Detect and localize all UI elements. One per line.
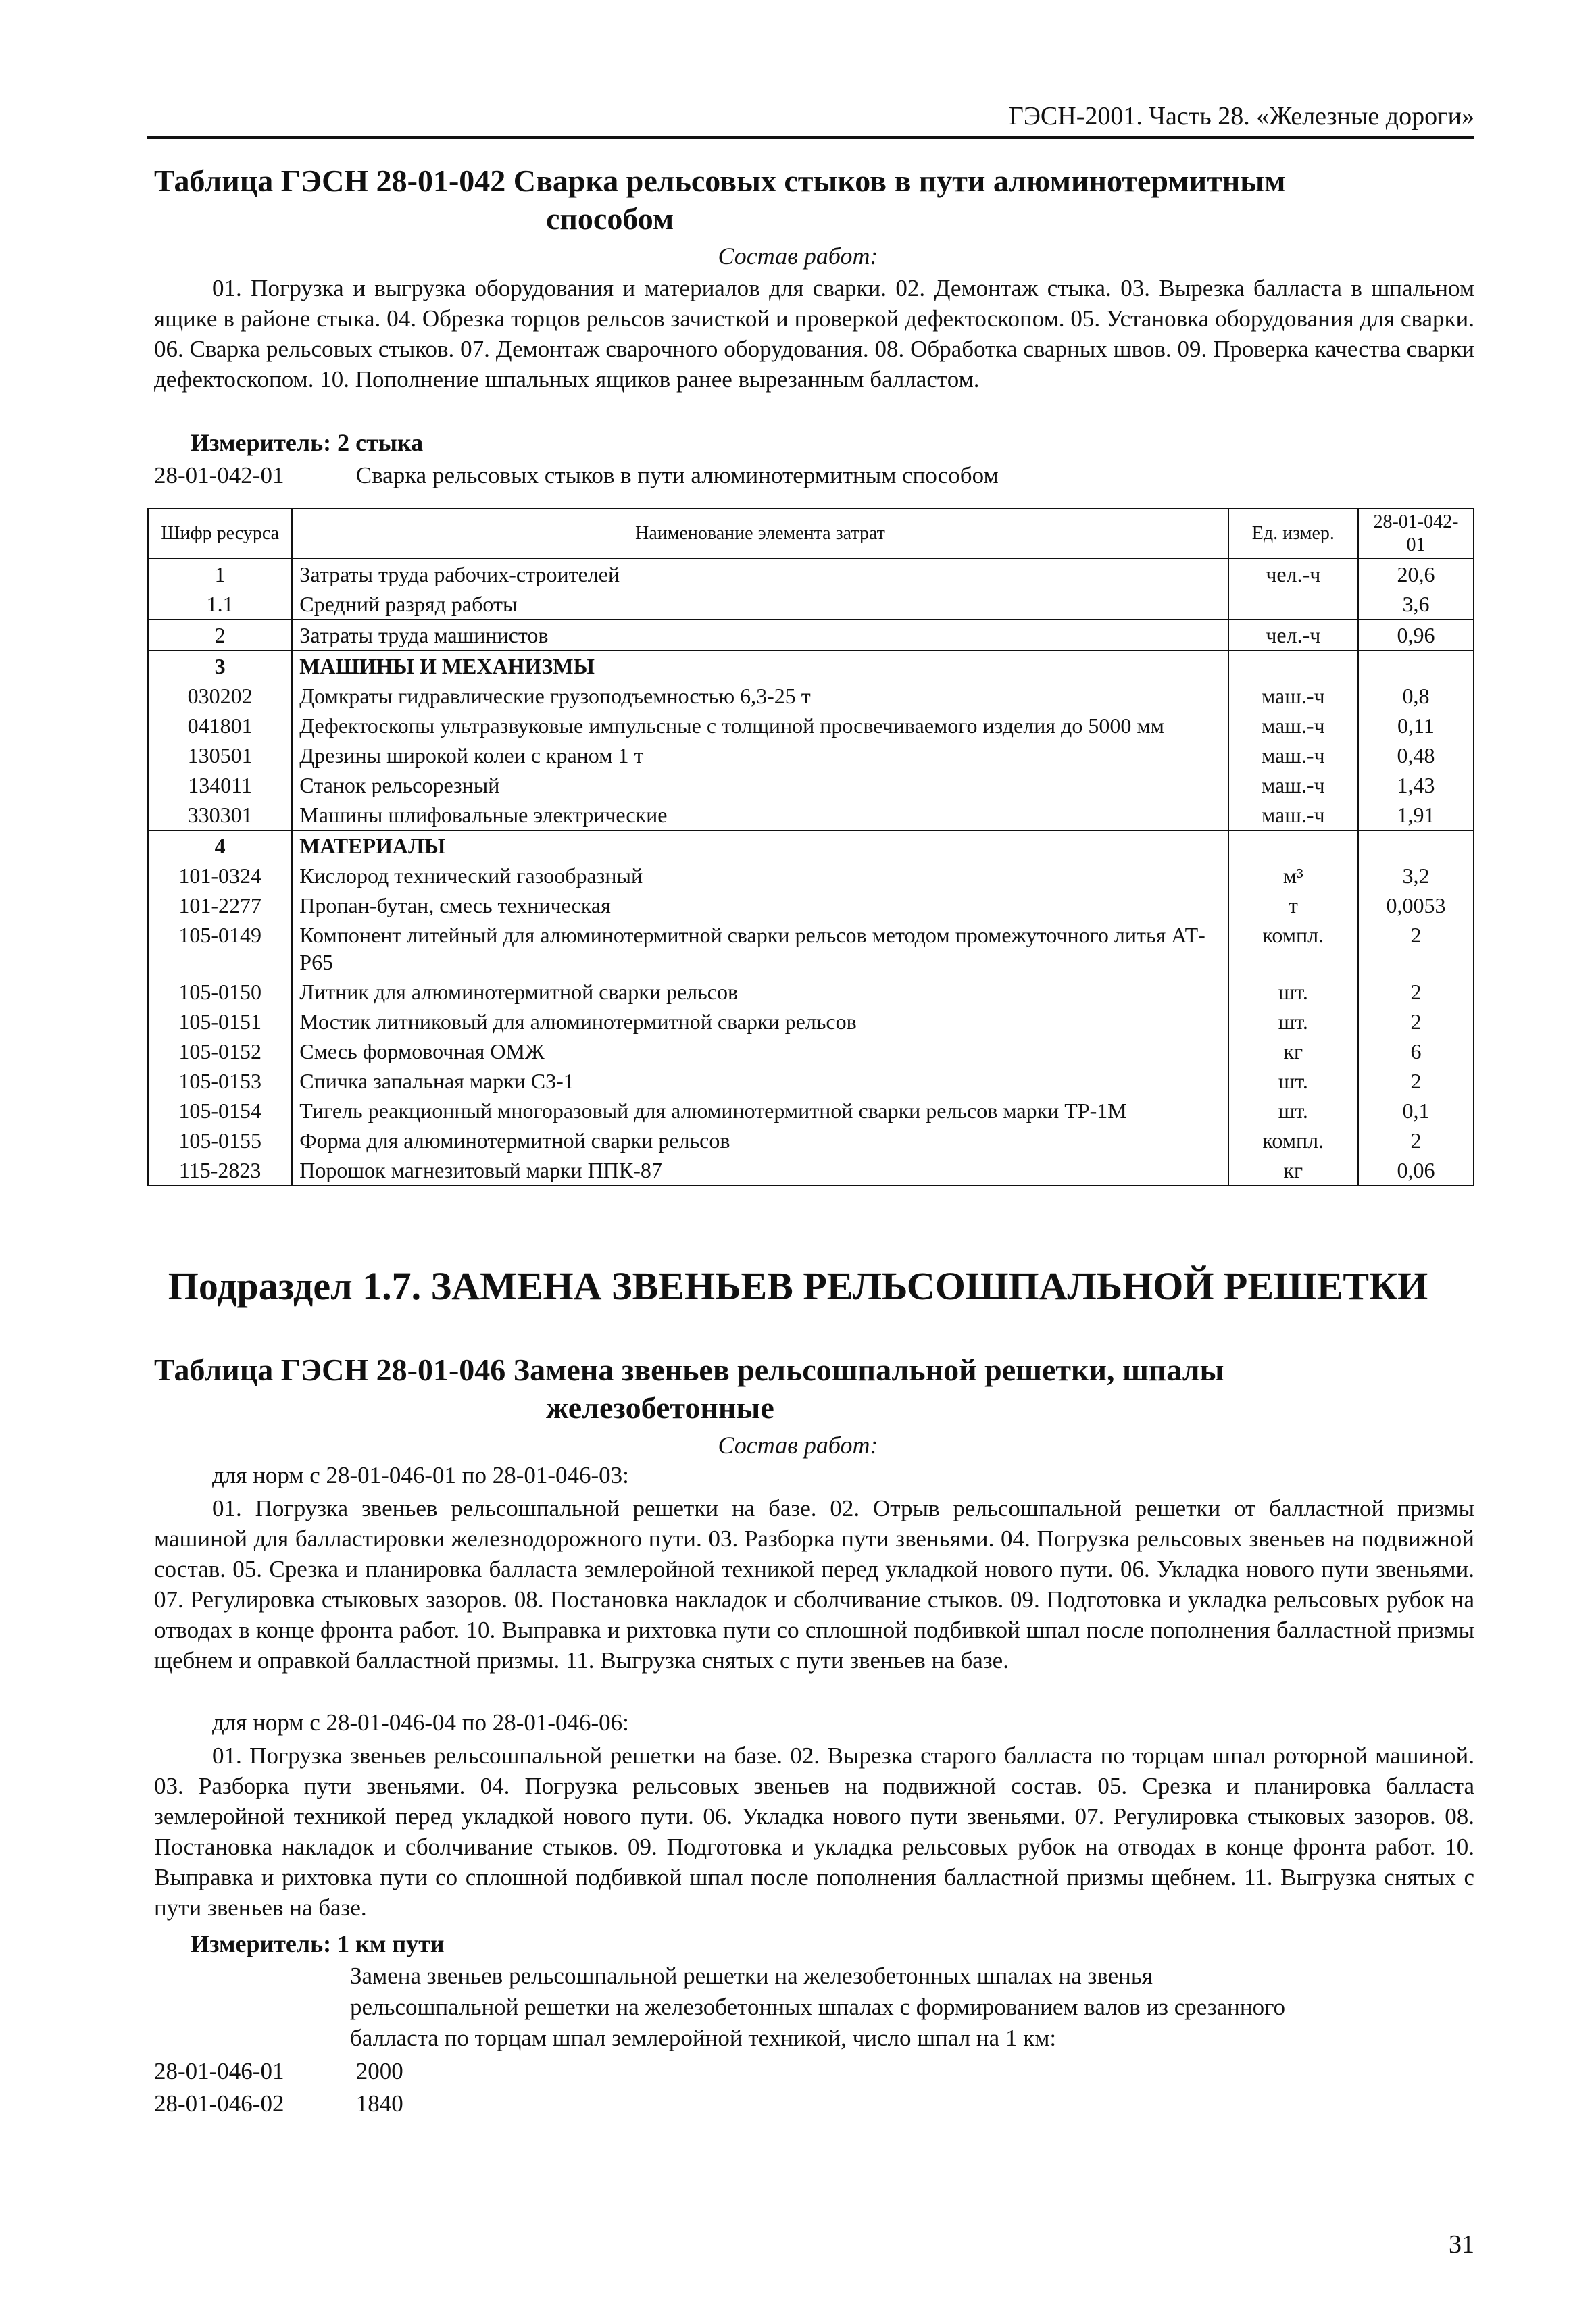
running-header: ГЭСН-2001. Часть 28. «Железные дороги» bbox=[1008, 102, 1474, 130]
table-row bbox=[148, 861, 1474, 890]
cell-value: 20,6 bbox=[1358, 559, 1474, 589]
cell-code: 105-0152 bbox=[148, 1036, 292, 1066]
cell-name: Дефектоскопы ультразвуковые импульсные с толщиной просвечиваемого изделия до 5000 мм bbox=[292, 711, 1228, 740]
norm-row bbox=[154, 2090, 403, 2117]
cell-name: Тигель реакционный многоразовый для алюминотермитной сварки рельсов марки ТР-1М bbox=[292, 1096, 1228, 1126]
cell-unit: маш.-ч bbox=[1228, 770, 1358, 800]
cell-unit: маш.-ч bbox=[1228, 711, 1358, 740]
table2-group2-label: для норм с 28-01-046-04 по 28-01-046-06: bbox=[212, 1709, 629, 1736]
cell-value: 0,8 bbox=[1358, 681, 1474, 711]
table1-norm-code: 28-01-042-01 bbox=[154, 462, 284, 488]
table-row bbox=[148, 977, 1474, 1007]
cell-unit bbox=[1228, 830, 1358, 861]
cell-value: 3,2 bbox=[1358, 861, 1474, 890]
norm-value: 2000 bbox=[355, 2058, 403, 2084]
table-row bbox=[148, 800, 1474, 830]
cell-code: 105-0154 bbox=[148, 1096, 292, 1126]
table-row bbox=[148, 1066, 1474, 1096]
table2-composition-heading: Состав работ: bbox=[718, 1432, 878, 1459]
table1-composition-text: 01. Погрузка и выгрузка оборудования и материалов для сварки. 02. Демонтаж стыка. 03. Вырезка балласта в шпальном ящике в районе стыка. 04. Обрезка торцов рельсов зачисткой и проверкой дефектоскопом. 05. Установка оборудования для сварки. 06. Сварка рельсовых стыков. 07. Демонтаж сварочного оборудования. 08. Обработка сварных швов. 09. Проверка качества сварки дефектоскопом. 10. Пополнение шпальных ящиков ранее вырезанным балластом. bbox=[154, 275, 1474, 393]
cell-name: МАШИНЫ И МЕХАНИЗМЫ bbox=[292, 651, 1228, 681]
table2-group1-label: для норм с 28-01-046-01 по 28-01-046-03: bbox=[212, 1462, 629, 1488]
cell-code: 030202 bbox=[148, 681, 292, 711]
table-row bbox=[148, 920, 1474, 977]
cell-unit: чел.-ч bbox=[1228, 559, 1358, 589]
measure-line-3: балласта по торцам шпал землеройной техникой, число шпал на 1 км: bbox=[350, 2025, 1057, 2051]
cell-code: 2 bbox=[148, 620, 292, 651]
cell-name: Форма для алюминотермитной сварки рельсов bbox=[292, 1126, 1228, 1155]
cell-name: Спичка запальная марки СЗ-1 bbox=[292, 1066, 1228, 1096]
cell-value: 2 bbox=[1358, 920, 1474, 977]
cell-name: Кислород технический газообразный bbox=[292, 861, 1228, 890]
cell-value: 1,43 bbox=[1358, 770, 1474, 800]
cell-code: 105-0149 bbox=[148, 920, 292, 977]
table-row bbox=[148, 1096, 1474, 1126]
table2-meter: Измеритель: 1 км пути bbox=[191, 1930, 445, 1957]
table1-norm-line bbox=[154, 462, 999, 489]
cell-value: 0,96 bbox=[1358, 620, 1474, 651]
table-row bbox=[148, 1126, 1474, 1155]
table-body bbox=[148, 559, 1474, 1186]
table1-norm-name: Сварка рельсовых стыков в пути алюминотермитным способом bbox=[355, 462, 999, 488]
cell-code: 101-2277 bbox=[148, 890, 292, 920]
table-row bbox=[148, 651, 1474, 681]
table2-measure-text bbox=[350, 1961, 1472, 2054]
cell-unit: т bbox=[1228, 890, 1358, 920]
cell-name: Средний разряд работы bbox=[292, 589, 1228, 620]
table2-title-line2: железобетонные bbox=[546, 1390, 774, 1425]
table-row bbox=[148, 770, 1474, 800]
cell-name: Затраты труда машинистов bbox=[292, 620, 1228, 651]
measure-line-2: рельсошпальной решетки на железобетонных шпалах с формированием валов из срезанного bbox=[350, 1994, 1286, 2020]
cell-value: 2 bbox=[1358, 977, 1474, 1007]
cell-code: 1.1 bbox=[148, 589, 292, 620]
cell-unit: м³ bbox=[1228, 861, 1358, 890]
table-row bbox=[148, 1036, 1474, 1066]
cell-code: 105-0155 bbox=[148, 1126, 292, 1155]
cell-value: 6 bbox=[1358, 1036, 1474, 1066]
col-value-header: 28-01-042-01 bbox=[1358, 509, 1474, 559]
cell-name: Станок рельсорезный bbox=[292, 770, 1228, 800]
cell-name: Литник для алюминотермитной сварки рельсов bbox=[292, 977, 1228, 1007]
cell-name: Домкраты гидравлические грузоподъемностью 6,3-25 т bbox=[292, 681, 1228, 711]
table2-group2-text: 01. Погрузка звеньев рельсошпальной решетки на базе. 02. Вырезка старого балласта по торцам шпал роторной машиной. 03. Разборка пути звеньями. 04. Погрузка рельсовых звеньев на подвижной состав. 05. Срезка и планировка балласта землеройной техникой перед укладкой нового пути. 06. Укладка нового пути звеньями. 07. Регулировка стыковых зазоров. 08. Постановка накладок и сболчивание стыков. 09. Подготовка и укладка рельсовых рубок на отводах в конце фронта работ. 10. Выправка и рихтовка пути со сплошной подбивкой шпал после пополнения балластной призмы щебнем. 11. Выгрузка снятых с пути звеньев на базе. bbox=[154, 1742, 1474, 1921]
page-number: 31 bbox=[1449, 2230, 1474, 2259]
cell-value: 3,6 bbox=[1358, 589, 1474, 620]
table-row bbox=[148, 681, 1474, 711]
cell-unit: кг bbox=[1228, 1036, 1358, 1066]
cell-code: 3 bbox=[148, 651, 292, 681]
cell-name: Машины шлифовальные электрические bbox=[292, 800, 1228, 830]
cell-value bbox=[1358, 830, 1474, 861]
table1-title-line2: способом bbox=[546, 201, 674, 236]
table-row bbox=[148, 1007, 1474, 1036]
cell-unit bbox=[1228, 651, 1358, 681]
cell-name: Мостик литниковый для алюминотермитной сварки рельсов bbox=[292, 1007, 1228, 1036]
cell-code: 4 bbox=[148, 830, 292, 861]
subsection-title: Подраздел 1.7. ЗАМЕНА ЗВЕНЬЕВ РЕЛЬСОШПАЛЬНОЙ РЕШЕТКИ bbox=[168, 1264, 1428, 1308]
col-name-header: Наименование элемента затрат bbox=[292, 509, 1228, 559]
col-unit-header: Ед. измер. bbox=[1228, 509, 1358, 559]
cell-value: 2 bbox=[1358, 1066, 1474, 1096]
cell-unit: компл. bbox=[1228, 1126, 1358, 1155]
table-row bbox=[148, 890, 1474, 920]
cell-value: 2 bbox=[1358, 1126, 1474, 1155]
norm-code: 28-01-046-01 bbox=[154, 2058, 284, 2084]
table1-composition-heading: Состав работ: bbox=[718, 243, 878, 270]
table-row bbox=[148, 1155, 1474, 1186]
cell-name: Дрезины широкой колеи с краном 1 т bbox=[292, 740, 1228, 770]
cell-value: 2 bbox=[1358, 1007, 1474, 1036]
cell-code: 115-2823 bbox=[148, 1155, 292, 1186]
cell-code: 041801 bbox=[148, 711, 292, 740]
table2-title-line1: Таблица ГЭСН 28-01-046 Замена звеньев рельсошпальной решетки, шпалы bbox=[154, 1353, 1224, 1387]
cell-value: 0,1 bbox=[1358, 1096, 1474, 1126]
cell-unit: шт. bbox=[1228, 1007, 1358, 1036]
table-row bbox=[148, 559, 1474, 589]
cell-unit bbox=[1228, 589, 1358, 620]
table-row bbox=[148, 620, 1474, 651]
table-row bbox=[148, 740, 1474, 770]
table1-meter: Измеритель: 2 стыка bbox=[191, 429, 424, 456]
cell-unit: шт. bbox=[1228, 977, 1358, 1007]
table-header-row bbox=[148, 509, 1474, 559]
table1-title bbox=[154, 162, 1478, 238]
cell-code: 105-0150 bbox=[148, 977, 292, 1007]
col-code-header: Шифр ресурса bbox=[148, 509, 292, 559]
cell-value: 0,06 bbox=[1358, 1155, 1474, 1186]
cell-unit: чел.-ч bbox=[1228, 620, 1358, 651]
cell-name: Пропан-бутан, смесь техническая bbox=[292, 890, 1228, 920]
table-row bbox=[148, 589, 1474, 620]
table-row bbox=[148, 830, 1474, 861]
table2-group1-text: 01. Погрузка звеньев рельсошпальной решетки на базе. 02. Отрыв рельсошпальной решетки от балластной призмы машиной для балластировки железнодорожного пути. 03. Разборка пути звеньями. 04. Погрузка рельсовых звеньев на подвижной состав. 05. Срезка и планировка балласта землеройной техникой перед укладкой нового пути. 06. Укладка нового пути звеньями. 07. Регулировка стыковых зазоров. 08. Постановка накладок и сболчивание стыков. 09. Подготовка и укладка рельсовых рубок на отводах в конце фронта работ. 10. Выправка и рихтовка пути со сплошной подбивкой шпал после пополнения балластной призмы щебнем и оправкой балластной призмы. 11. Выгрузка снятых с пути звеньев на базе. bbox=[154, 1495, 1474, 1674]
cell-name: Затраты труда рабочих-строителей bbox=[292, 559, 1228, 589]
table1-title-line1: Таблица ГЭСН 28-01-042 Сварка рельсовых стыков в пути алюминотермитным bbox=[154, 164, 1286, 198]
cell-value: 0,11 bbox=[1358, 711, 1474, 740]
cell-unit: компл. bbox=[1228, 920, 1358, 977]
cell-value: 1,91 bbox=[1358, 800, 1474, 830]
cell-code: 1 bbox=[148, 559, 292, 589]
cell-value: 0,48 bbox=[1358, 740, 1474, 770]
cell-unit: маш.-ч bbox=[1228, 740, 1358, 770]
cell-name: Смесь формовочная ОМЖ bbox=[292, 1036, 1228, 1066]
cell-unit: маш.-ч bbox=[1228, 681, 1358, 711]
norm-row bbox=[154, 2058, 403, 2085]
table-row bbox=[148, 711, 1474, 740]
cell-name: Порошок магнезитовый марки ППК-87 bbox=[292, 1155, 1228, 1186]
cell-code: 105-0151 bbox=[148, 1007, 292, 1036]
cell-name: Компонент литейный для алюминотермитной сварки рельсов методом промежуточного литья АТ-Р65 bbox=[292, 920, 1228, 977]
cell-code: 134011 bbox=[148, 770, 292, 800]
cell-code: 330301 bbox=[148, 800, 292, 830]
cell-code: 101-0324 bbox=[148, 861, 292, 890]
cell-value: 0,0053 bbox=[1358, 890, 1474, 920]
cell-unit: шт. bbox=[1228, 1066, 1358, 1096]
cell-code: 105-0153 bbox=[148, 1066, 292, 1096]
cell-unit: кг bbox=[1228, 1155, 1358, 1186]
norm-value: 1840 bbox=[355, 2090, 403, 2117]
norm-code: 28-01-046-02 bbox=[154, 2090, 284, 2117]
cell-name: МАТЕРИАЛЫ bbox=[292, 830, 1228, 861]
cell-unit: шт. bbox=[1228, 1096, 1358, 1126]
table2-title bbox=[154, 1351, 1478, 1427]
cell-code: 130501 bbox=[148, 740, 292, 770]
header-rule bbox=[147, 136, 1474, 139]
cell-unit: маш.-ч bbox=[1228, 800, 1358, 830]
cell-value bbox=[1358, 651, 1474, 681]
resource-table bbox=[147, 508, 1474, 1186]
measure-line-1: Замена звеньев рельсошпальной решетки на железобетонных шпалах на звенья bbox=[350, 1963, 1153, 1989]
